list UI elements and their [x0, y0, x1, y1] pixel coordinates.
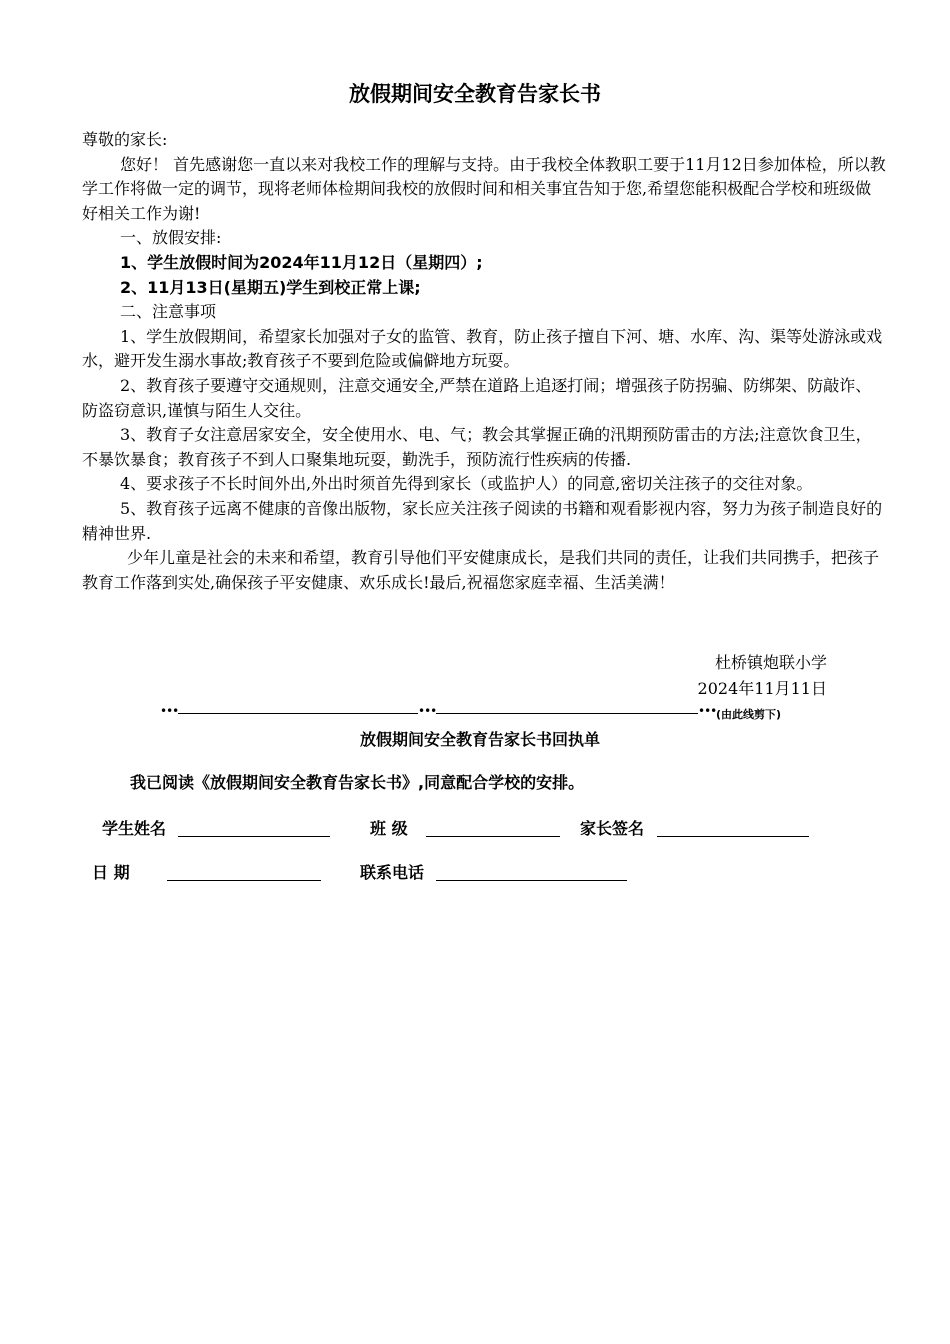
cut-line [160, 704, 800, 724]
class-label: 班 级 [370, 819, 408, 838]
cut-dash [436, 713, 698, 714]
parent-signature-field[interactable] [657, 836, 809, 837]
cut-dots: ••• [418, 704, 437, 718]
student-name-label: 学生姓名 [102, 819, 167, 838]
letter-body [82, 128, 887, 595]
letter-date: 2024年11月11日 [697, 679, 827, 698]
letter-title: 放假期间安全教育告家长书 [349, 82, 601, 106]
date-field[interactable] [167, 880, 321, 881]
section-heading-notes: 二、注意事项 [120, 302, 217, 322]
class-field[interactable] [426, 836, 560, 837]
arrangement-item-2: 2、11月13日(星期五)学生到校正常上课; [120, 277, 421, 297]
salutation: 尊敬的家长: [82, 130, 168, 149]
receipt-confirmation: 我已阅读《放假期间安全教育告家长书》,同意配合学校的安排。 [130, 773, 585, 792]
date-label: 日 期 [92, 863, 130, 882]
arrangement-item-1: 1、学生放假时间为2024年11月12日（星期四）; [120, 252, 483, 272]
note-item-1: 1、学生放假期间，希望家长加强对子女的监管、教育，防止孩子擅自下河、塘、水库、沟、渠等处游泳或戏水，避开发生溺水事故;教育孩子不要到危险或偏僻地方玩耍。 [82, 326, 883, 371]
school-name: 杜桥镇炮联小学 [714, 653, 827, 672]
note-item-3: 3、教育子女注意居家安全，安全使用水、电、气；教会其掌握正确的汛期预防雷击的方法;注意饮食卫生，不暴饮暴食；教育孩子不到人口聚集地玩耍，勤洗手，预防流行性疾病的传播. [82, 425, 872, 469]
section-heading-arrangement: 一、放假安排: [120, 228, 222, 248]
phone-label: 联系电话 [360, 863, 425, 882]
receipt-title: 放假期间安全教育告家长书回执单 [359, 730, 600, 749]
cut-note: (由此线剪下) [716, 708, 782, 721]
student-name-field[interactable] [178, 836, 330, 837]
intro-paragraph: 您好！ 首先感谢您一直以来对我校工作的理解与支持。由于我校全体教职工要于11月12日参加体检，所以教学工作将做一定的调节，现将老师体检期间我校的放假时间和相关事宜告知于您,希望您能积极配合学校和班级做好相关工作为谢! [82, 154, 886, 223]
cut-dots: ••• [698, 704, 717, 718]
note-item-4: 4、要求孩子不长时间外出,外出时须首先得到家长（或监护人）的同意,密切关注孩子的交往对象。 [120, 474, 813, 494]
parent-signature-label: 家长签名 [580, 819, 645, 838]
cut-dots: ••• [160, 704, 179, 718]
closing-paragraph: 少年儿童是社会的未来和希望，教育引导他们平安健康成长，是我们共同的责任，让我们共同携手，把孩子教育工作落到实处,确保孩子平安健康、欢乐成长!最后,祝福您家庭幸福、生活美满！ [82, 548, 880, 592]
cut-dash [178, 713, 418, 714]
phone-field[interactable] [436, 880, 627, 881]
note-item-5: 5、教育孩子远离不健康的音像出版物，家长应关注孩子阅读的书籍和观看影视内容，努力为孩子制造良好的精神世界. [82, 498, 883, 543]
note-item-2: 2、教育孩子要遵守交通规则，注意交通安全,严禁在道路上追逐打闹；增强孩子防拐骗、防绑架、防敲诈、防盗窃意识,谨慎与陌生人交往。 [82, 375, 872, 420]
